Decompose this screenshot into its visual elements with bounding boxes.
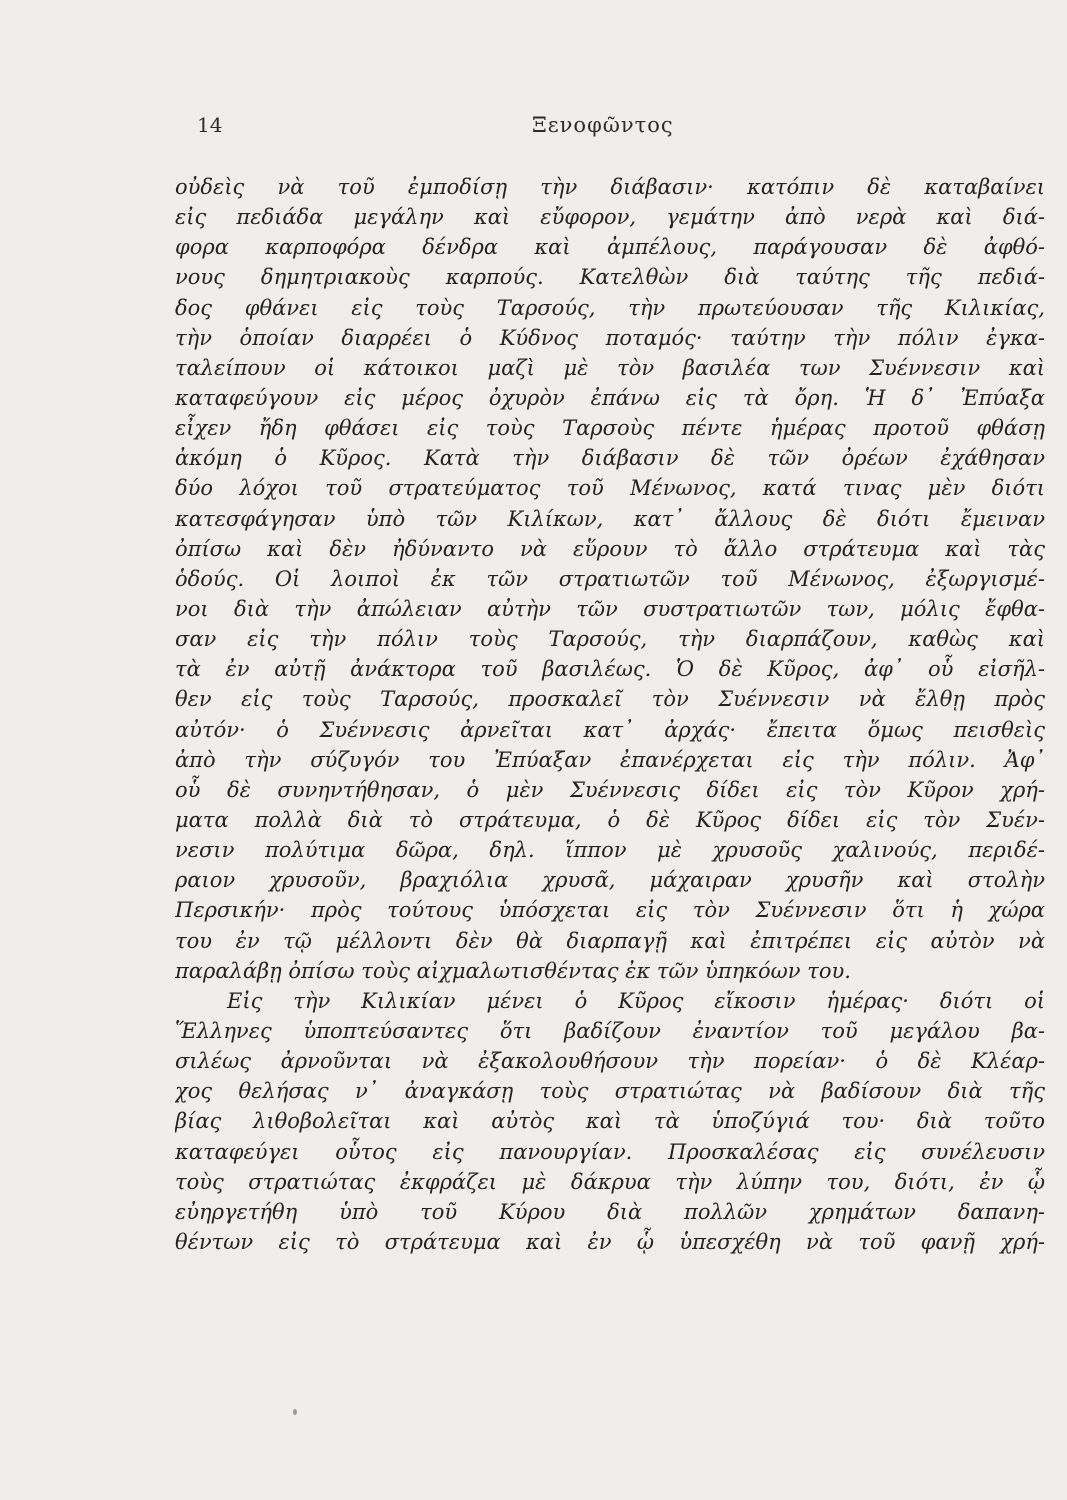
text-line: θεν εἰς τοὺς Ταρσούς, προσκαλεῖ τὸν Συέννεσιν νὰ ἔλθῃ πρὸς: [175, 687, 1045, 712]
text-line: σιλέως ἀρνοῦνται νὰ ἐξακολουθήσουν τὴν πορείαν· ὁ δὲ Κλέαρ-: [175, 1049, 1045, 1074]
running-title: Ξενοφῶντος: [532, 113, 674, 137]
body-text: [175, 172, 1045, 1257]
text-line: σαν εἰς τὴν πόλιν τοὺς Ταρσούς, τὴν διαρπάζουν, καθὼς καὶ: [175, 627, 1045, 652]
text-line: οὐδεὶς νὰ τοῦ ἐμποδίσῃ τὴν διάβασιν· κατόπιν δὲ καταβαίνει: [175, 175, 1045, 199]
text-line: ὀπίσω καὶ δὲν ἠδύναντο νὰ εὕρουν τὸ ἄλλο στράτευμα καὶ τὰς: [175, 536, 1045, 561]
text-line: ταλείπουν οἱ κάτοικοι μαζὶ μὲ τὸν βασιλέα των Συέννεσιν καὶ: [175, 355, 1045, 380]
text-line: Περσικήν· πρὸς τούτους ὑπόσχεται εἰς τὸν Συέννεσιν ὅτι ἡ χώρα: [175, 898, 1045, 923]
text-line: νεσιν πολύτιμα δῶρα, δηλ. ἵππον μὲ χρυσοῦς χαλινούς, περιδέ-: [175, 838, 1045, 863]
page-header: [0, 113, 1067, 143]
text-line: τὰ ἐν αὐτῇ ἀνάκτορα τοῦ βασιλέως. Ὁ δὲ Κῦρος, ἀφ᾽ οὗ εἰσῆλ-: [175, 657, 1045, 682]
text-line: εἶχεν ἤδη φθάσει εἰς τοὺς Ταρσοὺς πέντε ἡμέρας προτοῦ φθάσῃ: [175, 416, 1045, 441]
text-line: τοὺς στρατιώτας ἐκφράζει μὲ δάκρυα τὴν λύπην του, διότι, ἐν ᾧ: [175, 1169, 1045, 1194]
text-line: ἀπὸ τὴν σύζυγόν του Ἐπύαξαν ἐπανέρχεται εἰς τὴν πόλιν. Ἀφ᾽: [175, 747, 1045, 772]
text-line: εἰς πεδιάδα μεγάλην καὶ εὔφορον, γεμάτην ἀπὸ νερὰ καὶ διά-: [175, 205, 1045, 230]
text-line: ματα πολλὰ διὰ τὸ στράτευμα, ὁ δὲ Κῦρος δίδει εἰς τὸν Συέν-: [175, 807, 1045, 832]
text-line: εὐηργετήθη ὑπὸ τοῦ Κύρου διὰ πολλῶν χρημάτων δαπανη-: [175, 1199, 1045, 1224]
text-line: καταφεύγουν εἰς μέρος ὀχυρὸν ἐπάνω εἰς τὰ ὄρη. Ἡ δ᾽ Ἐπύαξα: [175, 385, 1045, 410]
paper-speck: [293, 1409, 297, 1415]
text-line: βίας λιθοβολεῖται καὶ αὐτὸς καὶ τὰ ὑποζύγιά του· διὰ τοῦτο: [175, 1109, 1045, 1134]
page-number: 14: [197, 113, 223, 137]
text-line: νοι διὰ τὴν ἀπώλειαν αὐτὴν τῶν συστρατιωτῶν των, μόλις ἔφθα-: [175, 596, 1045, 621]
text-line: φορα καρποφόρα δένδρα καὶ ἀμπέλους, παράγουσαν δὲ ἀφθό-: [175, 235, 1045, 260]
text-line: του ἐν τῷ μέλλοντι δὲν θὰ διαρπαγῇ καὶ ἐπιτρέπει εἰς αὐτὸν νὰ: [175, 928, 1045, 953]
text-line: ὁδούς. Οἱ λοιποὶ ἐκ τῶν στρατιωτῶν τοῦ Μένωνος, ἐξωργισμέ-: [175, 566, 1045, 591]
text-line: θέντων εἰς τὸ στράτευμα καὶ ἐν ᾧ ὑπεσχέθη νὰ τοῦ φανῇ χρή-: [175, 1229, 1045, 1254]
text-line: Ἕλληνες ὑποπτεύσαντες ὅτι βαδίζουν ἐναντίον τοῦ μεγάλου βα-: [175, 1018, 1045, 1043]
text-line: ἀκόμη ὁ Κῦρος. Κατὰ τὴν διάβασιν δὲ τῶν ὀρέων ἐχάθησαν: [175, 446, 1045, 471]
text-line: ραιον χρυσοῦν, βραχιόλια χρυσᾶ, μάχαιραν χρυσῆν καὶ στολὴν: [175, 868, 1045, 893]
text-line: τὴν ὁποίαν διαρρέει ὁ Κύδνος ποταμός· ταύτην τὴν πόλιν ἐγκα-: [175, 325, 1045, 350]
text-line: νους δημητριακοὺς καρπούς. Κατελθὼν διὰ ταύτης τῆς πεδιά-: [175, 265, 1045, 290]
text-line: οὗ δὲ συνηντήθησαν, ὁ μὲν Συέννεσις δίδει εἰς τὸν Κῦρον χρή-: [175, 777, 1045, 802]
text-line: κατεσφάγησαν ὑπὸ τῶν Κιλίκων, κατ᾽ ἄλλους δὲ διότι ἔμειναν: [175, 506, 1045, 531]
text-line: αὐτόν· ὁ Συέννεσις ἀρνεῖται κατ᾽ ἀρχάς· ἔπειτα ὅμως πεισθεὶς: [175, 717, 1045, 742]
text-line: δος φθάνει εἰς τοὺς Ταρσούς, τὴν πρωτεύουσαν τῆς Κιλικίας,: [175, 295, 1045, 320]
text-line: καταφεύγει οὗτος εἰς πανουργίαν. Προσκαλέσας εἰς συνέλευσιν: [175, 1139, 1045, 1164]
paragraph-start-line: Εἰς τὴν Κιλικίαν μένει ὁ Κῦρος εἴκοσιν ἡμέρας· διότι οἱ: [227, 988, 1045, 1013]
text-line: δύο λόχοι τοῦ στρατεύματος τοῦ Μένωνος, κατά τινας μὲν διότι: [175, 476, 1045, 501]
paragraph-end-line: παραλάβῃ ὀπίσω τοὺς αἰχμαλωτισθέντας ἐκ τῶν ὑπηκόων του.: [175, 958, 851, 983]
text-line: χος θελήσας ν᾽ ἀναγκάσῃ τοὺς στρατιώτας νὰ βαδίσουν διὰ τῆς: [175, 1079, 1045, 1104]
